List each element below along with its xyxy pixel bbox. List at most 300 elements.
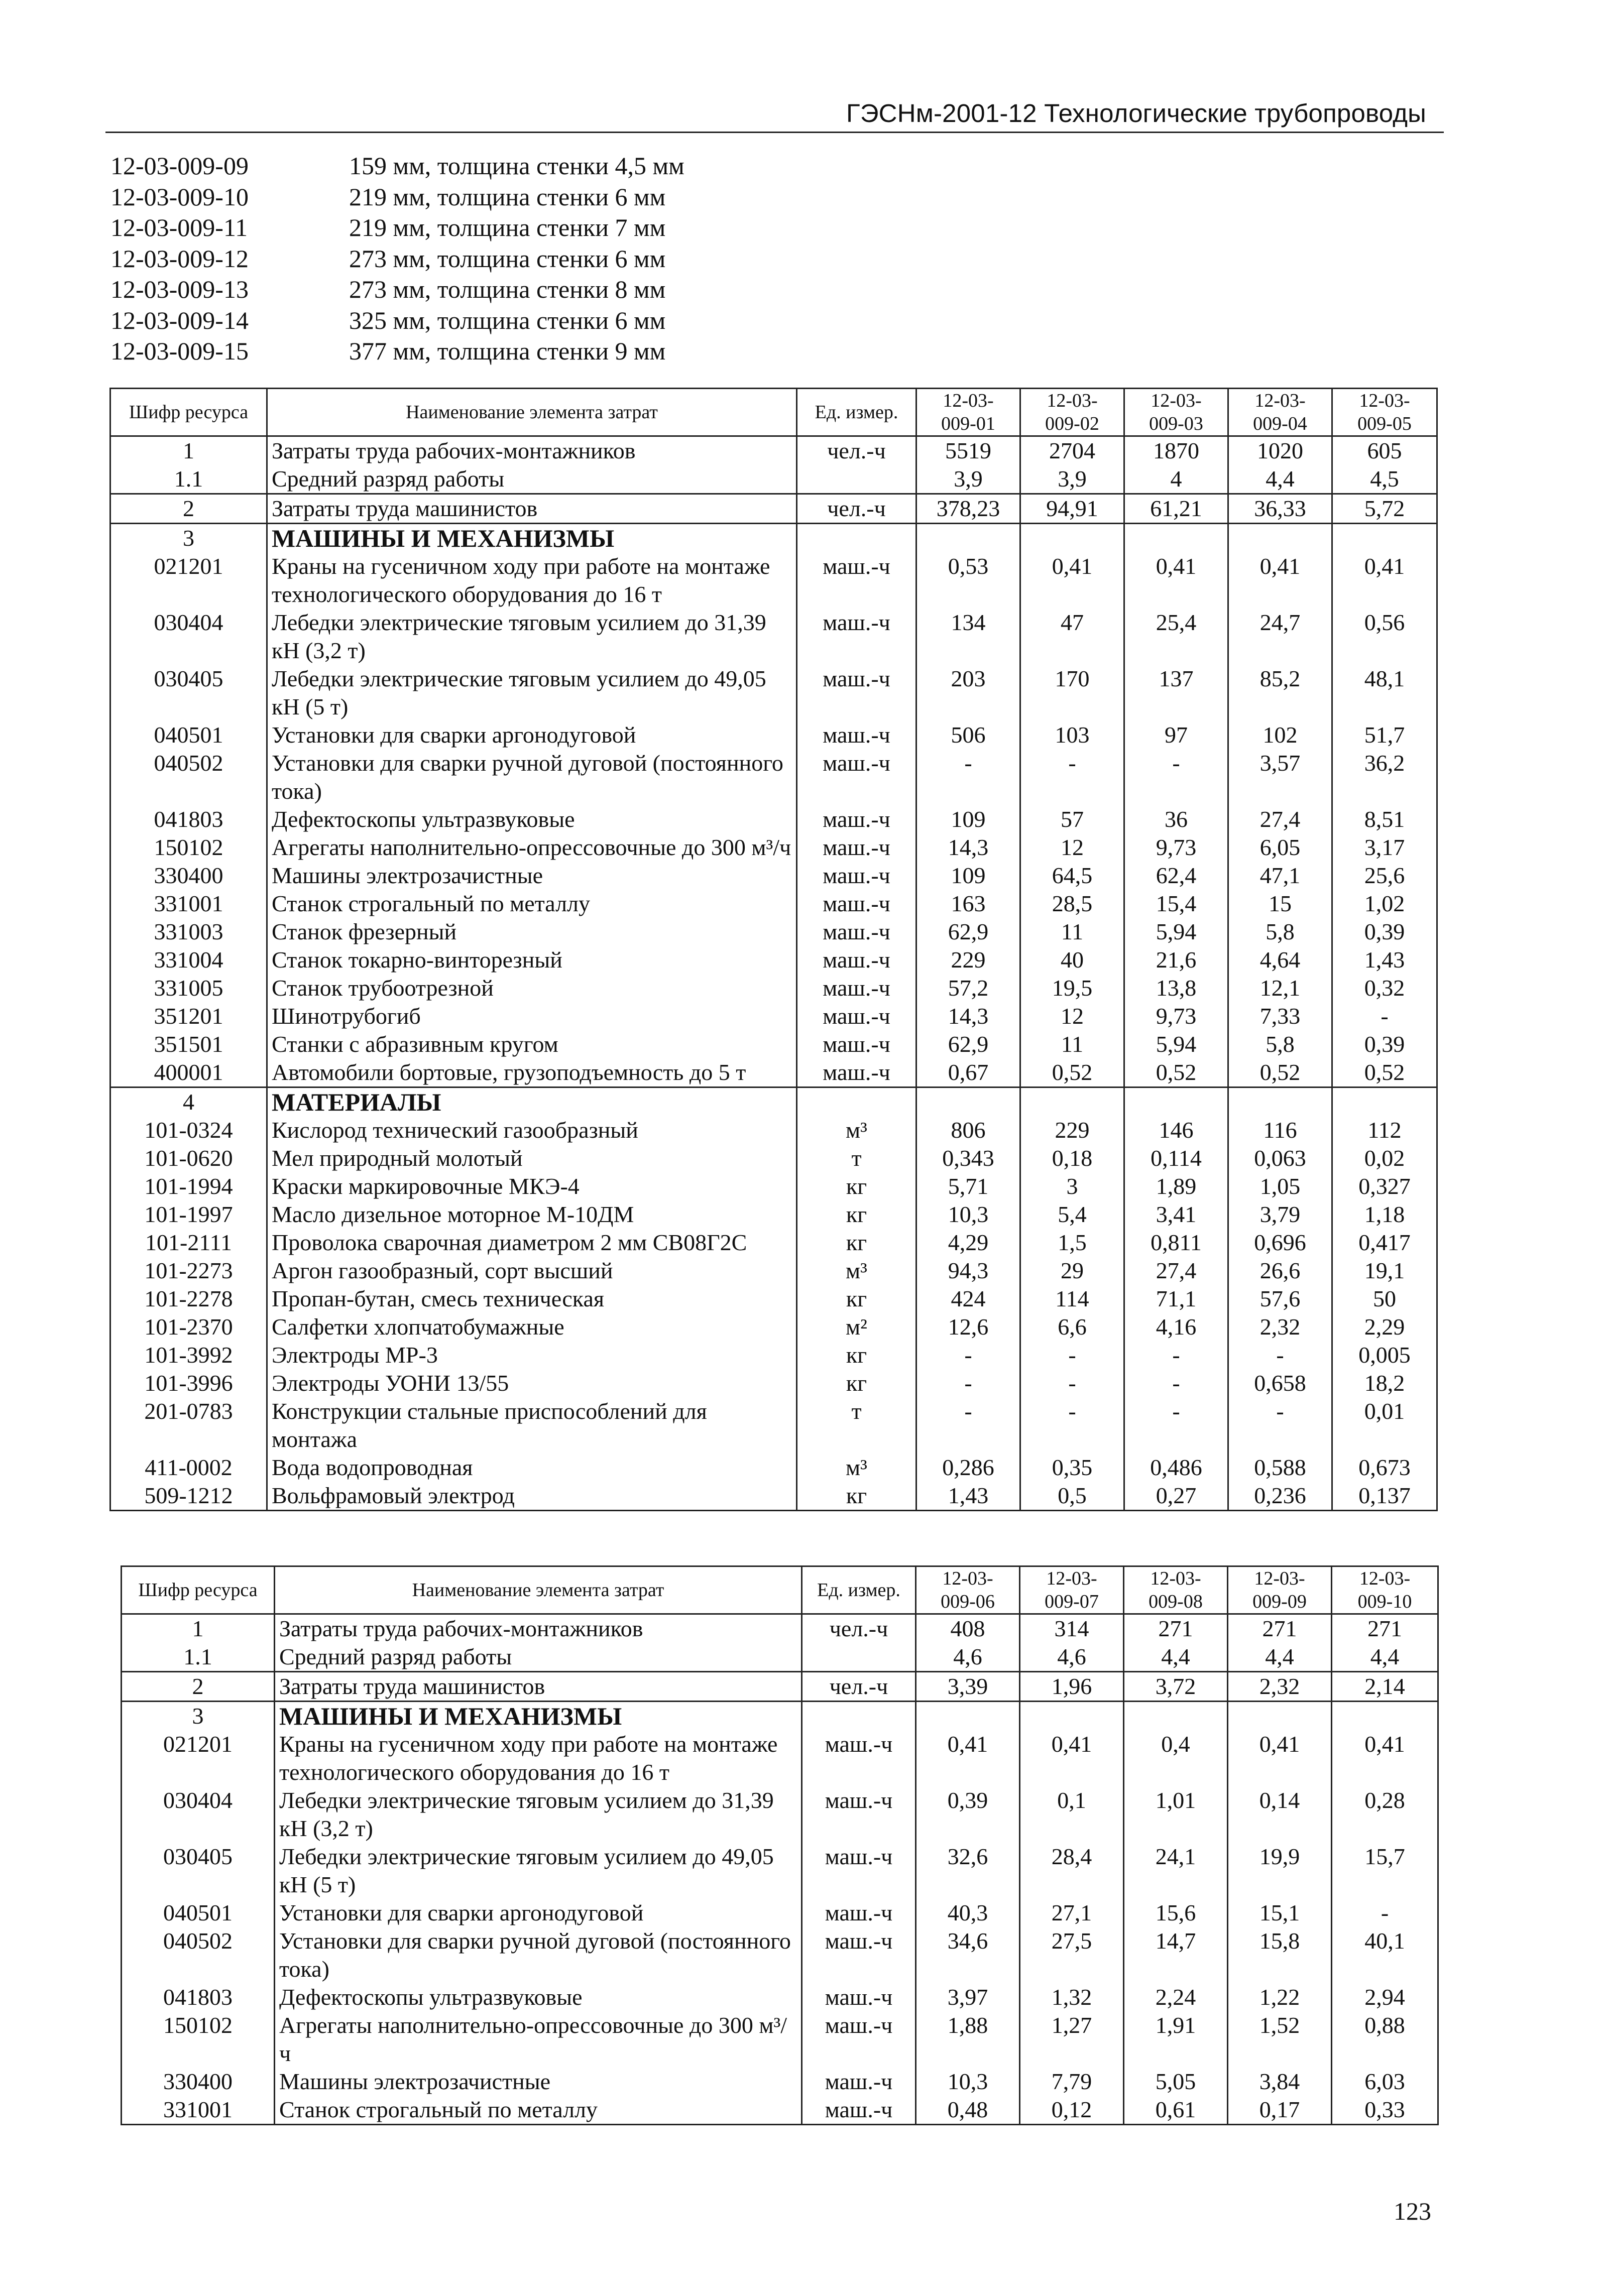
- cell-value: 0,17: [1228, 2096, 1332, 2125]
- cell-value: 0,114: [1124, 1144, 1228, 1172]
- cell-value: 19,9: [1228, 1843, 1332, 1899]
- cell-unit: [802, 1702, 916, 1731]
- section-row: [122, 1702, 1438, 1731]
- cell-value: 0,33: [1332, 2096, 1438, 2125]
- cell-value: 2,94: [1332, 1983, 1438, 2011]
- cell-resource-code: 411-0002: [110, 1454, 267, 1482]
- cell-value: -: [1124, 749, 1228, 805]
- code-list-description: 273 мм, толщина стенки 8 мм: [349, 275, 666, 303]
- cell-value: 3,97: [916, 1983, 1020, 2011]
- cell-value: 2,29: [1332, 1313, 1437, 1341]
- table-row: [110, 1482, 1437, 1511]
- cell-value: -: [1124, 1341, 1228, 1369]
- cell-resource-code: 101-2273: [110, 1257, 267, 1285]
- cell-value: 51,7: [1332, 721, 1437, 749]
- cell-unit: кг: [797, 1285, 916, 1313]
- cell-value: 5519: [916, 436, 1020, 465]
- cell-resource-code: 150102: [122, 2011, 275, 2068]
- cell-unit: маш.-ч: [797, 749, 916, 805]
- cell-cost-element: МАТЕРИАЛЫ: [267, 1087, 797, 1117]
- cell-value: 0,18: [1020, 1144, 1124, 1172]
- code-list: [110, 151, 684, 367]
- cell-value: 8,51: [1332, 805, 1437, 833]
- cell-value: 21,6: [1124, 946, 1228, 974]
- cell-value: [1228, 524, 1332, 553]
- cell-value: 94,3: [916, 1257, 1020, 1285]
- cell-value: 28,5: [1020, 890, 1124, 918]
- cell-resource-code: 1.1: [122, 1643, 275, 1672]
- table-row: [122, 1730, 1438, 1786]
- cell-value: 170: [1020, 665, 1124, 721]
- cell-value: 4,4: [1124, 1643, 1228, 1672]
- cell-resource-code: 331005: [110, 974, 267, 1002]
- table-row: [110, 1397, 1437, 1454]
- cell-value: 40: [1020, 946, 1124, 974]
- header-unit: Ед. измер.: [802, 1566, 916, 1614]
- cell-cost-element: Установки для сварки ручной дуговой (постоянного тока): [267, 749, 797, 805]
- cell-resource-code: 351201: [110, 1002, 267, 1030]
- cell-cost-element: Электроды МР-3: [267, 1341, 797, 1369]
- cell-value: 0,41: [1020, 552, 1124, 609]
- cell-value: 32,6: [916, 1843, 1020, 1899]
- cell-value: [1020, 1087, 1124, 1117]
- cell-value: 47: [1020, 609, 1124, 665]
- cell-resource-code: 040502: [110, 749, 267, 805]
- cell-cost-element: Лебедки электрические тяговым усилием до 31,39 кН (3,2 т): [267, 609, 797, 665]
- cell-value: 102: [1228, 721, 1332, 749]
- cell-value: 5,05: [1124, 2068, 1228, 2096]
- cell-value: 109: [916, 862, 1020, 890]
- cell-value: 1,5: [1020, 1229, 1124, 1257]
- cell-value: 0,41: [1332, 1730, 1438, 1786]
- table-row: [122, 1843, 1438, 1899]
- cell-value: 11: [1020, 918, 1124, 946]
- cell-value: 0,88: [1332, 2011, 1438, 2068]
- cell-value: 3,9: [1020, 465, 1124, 494]
- code-list-code: 12-03-009-09: [110, 152, 249, 180]
- cell-value: 50: [1332, 1285, 1437, 1313]
- cell-value: 0,14: [1228, 1786, 1332, 1843]
- cell-value: 11: [1020, 1030, 1124, 1058]
- code-list-item: [110, 274, 684, 305]
- cell-value: 3,9: [916, 465, 1020, 494]
- cell-resource-code: 201-0783: [110, 1397, 267, 1454]
- cell-value: 1,88: [916, 2011, 1020, 2068]
- cell-value: 48,1: [1332, 665, 1437, 721]
- code-list-description: 377 мм, толщина стенки 9 мм: [349, 337, 666, 365]
- cell-value: 0,005: [1332, 1341, 1437, 1369]
- cell-value: 3,84: [1228, 2068, 1332, 2096]
- cell-value: [1332, 1702, 1438, 1731]
- cell-value: 271: [1228, 1614, 1332, 1643]
- cell-cost-element: Станок токарно-винторезный: [267, 946, 797, 974]
- resource-table-1: [109, 388, 1438, 1511]
- cell-value: -: [916, 749, 1020, 805]
- cell-value: 506: [916, 721, 1020, 749]
- cell-value: -: [1124, 1397, 1228, 1454]
- cell-value: 0,327: [1332, 1172, 1437, 1200]
- code-list-item: [110, 305, 684, 336]
- cell-resource-code: 101-2278: [110, 1285, 267, 1313]
- cell-value: 0,67: [916, 1058, 1020, 1087]
- cell-value: 1870: [1124, 436, 1228, 465]
- cell-value: 47,1: [1228, 862, 1332, 890]
- table-row: [110, 465, 1437, 494]
- cell-value: 14,7: [1124, 1927, 1228, 1983]
- cell-value: 13,8: [1124, 974, 1228, 1002]
- table-row: [110, 1030, 1437, 1058]
- cell-value: -: [1228, 1341, 1332, 1369]
- cell-value: 0,28: [1332, 1786, 1438, 1843]
- cell-value: 6,05: [1228, 833, 1332, 862]
- cell-resource-code: 3: [110, 524, 267, 553]
- cell-value: 0,32: [1332, 974, 1437, 1002]
- cell-value: 0,61: [1124, 2096, 1228, 2125]
- cell-value: 116: [1228, 1116, 1332, 1144]
- code-list-item: [110, 212, 684, 244]
- cell-resource-code: 150102: [110, 833, 267, 862]
- cell-value: [1332, 1087, 1437, 1117]
- cell-value: 229: [1020, 1116, 1124, 1144]
- cell-value: 57,6: [1228, 1285, 1332, 1313]
- header-divider: [105, 132, 1444, 133]
- cell-value: 24,1: [1124, 1843, 1228, 1899]
- cell-value: 0,5: [1020, 1482, 1124, 1511]
- cell-value: 40,3: [916, 1899, 1020, 1927]
- table-row: [110, 609, 1437, 665]
- cell-resource-code: 101-1997: [110, 1200, 267, 1229]
- cell-resource-code: 330400: [122, 2068, 275, 2096]
- header-norm-1: 12-03- 009-01: [916, 389, 1020, 436]
- cell-value: 2,24: [1124, 1983, 1228, 2011]
- cell-resource-code: 330400: [110, 862, 267, 890]
- cell-cost-element: Краны на гусеничном ходу при работе на монтаже технологического оборудования до 16 т: [275, 1730, 802, 1786]
- cell-cost-element: Машины электрозачистные: [275, 2068, 802, 2096]
- cell-value: -: [1020, 1341, 1124, 1369]
- cell-value: 1,43: [916, 1482, 1020, 1511]
- cell-value: 12,1: [1228, 974, 1332, 1002]
- cell-cost-element: Установки для сварки аргонодуговой: [275, 1899, 802, 1927]
- cell-resource-code: 040501: [110, 721, 267, 749]
- cell-unit: м³: [797, 1116, 916, 1144]
- cell-unit: [797, 1087, 916, 1117]
- cell-value: [1332, 524, 1437, 553]
- cell-cost-element: Пропан-бутан, смесь техническая: [267, 1285, 797, 1313]
- header-norm-4: 12-03- 009-04: [1228, 389, 1332, 436]
- cell-value: 0,52: [1020, 1058, 1124, 1087]
- cell-value: 408: [916, 1614, 1020, 1643]
- cell-cost-element: Лебедки электрические тяговым усилием до 49,05 кН (5 т): [267, 665, 797, 721]
- cell-value: 0,658: [1228, 1369, 1332, 1397]
- cell-cost-element: Средний разряд работы: [275, 1643, 802, 1672]
- cell-value: 5,4: [1020, 1200, 1124, 1229]
- cell-unit: маш.-ч: [802, 1730, 916, 1786]
- table-row: [110, 1454, 1437, 1482]
- cell-value: 27,1: [1020, 1899, 1124, 1927]
- cell-cost-element: Конструкции стальные приспособлений для монтажа: [267, 1397, 797, 1454]
- cell-value: 109: [916, 805, 1020, 833]
- cell-value: 15,8: [1228, 1927, 1332, 1983]
- cell-value: 0,236: [1228, 1482, 1332, 1511]
- cell-value: [1124, 1087, 1228, 1117]
- cell-resource-code: 1: [122, 1614, 275, 1643]
- code-list-description: 219 мм, толщина стенки 7 мм: [349, 213, 666, 241]
- cell-resource-code: 3: [122, 1702, 275, 1731]
- cell-value: [1228, 1087, 1332, 1117]
- header-norm-1: 12-03- 009-06: [916, 1566, 1020, 1614]
- cell-value: 19,1: [1332, 1257, 1437, 1285]
- cell-value: 378,23: [916, 494, 1020, 524]
- cell-unit: маш.-ч: [797, 890, 916, 918]
- cell-cost-element: Лебедки электрические тяговым усилием до 31,39 кН (3,2 т): [275, 1786, 802, 1843]
- cell-cost-element: Станок строгальный по металлу: [267, 890, 797, 918]
- cell-value: 10,3: [916, 2068, 1020, 2096]
- cell-cost-element: Станок трубоотрезной: [267, 974, 797, 1002]
- header-resource-code: Шифр ресурса: [110, 389, 267, 436]
- cell-value: 0,48: [916, 2096, 1020, 2125]
- cell-value: -: [916, 1397, 1020, 1454]
- cell-cost-element: Мел природный молотый: [267, 1144, 797, 1172]
- cell-unit: маш.-ч: [802, 1983, 916, 2011]
- cell-value: 36,2: [1332, 749, 1437, 805]
- cell-cost-element: Краны на гусеничном ходу при работе на монтаже технологического оборудования до 16 т: [267, 552, 797, 609]
- cell-value: 4,4: [1332, 1643, 1438, 1672]
- cell-cost-element: Салфетки хлопчатобумажные: [267, 1313, 797, 1341]
- cell-unit: чел.-ч: [802, 1672, 916, 1702]
- cell-value: 0,52: [1332, 1058, 1437, 1087]
- cell-value: 5,8: [1228, 1030, 1332, 1058]
- cell-unit: чел.-ч: [797, 494, 916, 524]
- cell-value: -: [1020, 1369, 1124, 1397]
- cell-value: 0,286: [916, 1454, 1020, 1482]
- cell-value: -: [916, 1369, 1020, 1397]
- cell-unit: маш.-ч: [802, 1843, 916, 1899]
- cell-cost-element: Масло дизельное моторное М-10ДМ: [267, 1200, 797, 1229]
- cell-value: -: [1020, 1397, 1124, 1454]
- cell-unit: маш.-ч: [797, 805, 916, 833]
- cell-cost-element: МАШИНЫ И МЕХАНИЗМЫ: [275, 1702, 802, 1731]
- table-row: [110, 833, 1437, 862]
- cell-cost-element: Агрегаты наполнительно-опрессовочные до 300 м³/ч: [275, 2011, 802, 2068]
- header-cost-element: Наименование элемента затрат: [267, 389, 797, 436]
- cell-value: 1,18: [1332, 1200, 1437, 1229]
- code-list-item: [110, 244, 684, 275]
- cell-cost-element: Агрегаты наполнительно-опрессовочные до 300 м³/ч: [267, 833, 797, 862]
- cell-value: -: [916, 1341, 1020, 1369]
- cell-value: 0,811: [1124, 1229, 1228, 1257]
- cell-value: 0,673: [1332, 1454, 1437, 1482]
- cell-resource-code: 509-1212: [110, 1482, 267, 1511]
- cell-cost-element: Установки для сварки ручной дуговой (постоянного тока): [275, 1927, 802, 1983]
- table-row: [122, 1983, 1438, 2011]
- cell-value: 1,01: [1124, 1786, 1228, 1843]
- table-row: [110, 974, 1437, 1002]
- header-norm-2: 12-03- 009-07: [1020, 1566, 1124, 1614]
- cell-cost-element: Станок строгальный по металлу: [275, 2096, 802, 2125]
- cell-resource-code: 030405: [110, 665, 267, 721]
- cell-value: 4,64: [1228, 946, 1332, 974]
- cell-value: 0,53: [916, 552, 1020, 609]
- cell-value: 5,72: [1332, 494, 1437, 524]
- cell-value: 15,1: [1228, 1899, 1332, 1927]
- cell-value: 18,2: [1332, 1369, 1437, 1397]
- cell-value: 1,91: [1124, 2011, 1228, 2068]
- cell-cost-element: Электроды УОНИ 13/55: [267, 1369, 797, 1397]
- cell-value: 57: [1020, 805, 1124, 833]
- cell-cost-element: Краски маркировочные МКЭ-4: [267, 1172, 797, 1200]
- cell-resource-code: 101-2111: [110, 1229, 267, 1257]
- cell-value: 3,57: [1228, 749, 1332, 805]
- cell-cost-element: Кислород технический газообразный: [267, 1116, 797, 1144]
- cell-resource-code: 101-0620: [110, 1144, 267, 1172]
- code-list-item: [110, 182, 684, 213]
- cell-unit: м³: [797, 1454, 916, 1482]
- cell-value: 0,41: [916, 1730, 1020, 1786]
- cell-resource-code: 331001: [122, 2096, 275, 2125]
- cell-value: 0,41: [1124, 552, 1228, 609]
- cell-unit: [797, 524, 916, 553]
- table-row: [122, 1614, 1438, 1643]
- cell-value: 0,01: [1332, 1397, 1437, 1454]
- cell-value: -: [1228, 1397, 1332, 1454]
- cell-resource-code: 4: [110, 1087, 267, 1117]
- cell-resource-code: 030404: [110, 609, 267, 665]
- cell-value: 0,41: [1332, 552, 1437, 609]
- cell-resource-code: 021201: [110, 552, 267, 609]
- cell-unit: чел.-ч: [802, 1614, 916, 1643]
- cell-value: 25,6: [1332, 862, 1437, 890]
- header-unit: Ед. измер.: [797, 389, 916, 436]
- cell-value: [1124, 524, 1228, 553]
- cell-value: [916, 524, 1020, 553]
- cell-value: 4: [1124, 465, 1228, 494]
- cell-value: 12: [1020, 833, 1124, 862]
- cell-value: 5,8: [1228, 918, 1332, 946]
- cell-unit: маш.-ч: [802, 1927, 916, 1983]
- cell-value: 0,343: [916, 1144, 1020, 1172]
- cell-unit: маш.-ч: [797, 1058, 916, 1087]
- cell-unit: кг: [797, 1200, 916, 1229]
- code-list-code: 12-03-009-10: [110, 182, 249, 211]
- cell-cost-element: Аргон газообразный, сорт высший: [267, 1257, 797, 1285]
- cell-value: 14,3: [916, 833, 1020, 862]
- cell-value: 12: [1020, 1002, 1124, 1030]
- page-header-title: ГЭСНм-2001-12 Технологические трубопроводы: [846, 99, 1427, 128]
- section-row: [110, 524, 1437, 553]
- cell-value: [916, 1087, 1020, 1117]
- cell-value: 0,1: [1020, 1786, 1124, 1843]
- cell-value: 19,5: [1020, 974, 1124, 1002]
- code-list-code: 12-03-009-11: [110, 213, 248, 241]
- cell-value: 5,94: [1124, 1030, 1228, 1058]
- cell-value: 1020: [1228, 436, 1332, 465]
- cell-cost-element: Станки с абразивным кругом: [267, 1030, 797, 1058]
- cell-value: 15,4: [1124, 890, 1228, 918]
- cell-value: 6,6: [1020, 1313, 1124, 1341]
- cell-value: [1020, 1702, 1124, 1731]
- cell-unit: маш.-ч: [797, 1002, 916, 1030]
- cell-cost-element: Автомобили бортовые, грузоподъемность до 5 т: [267, 1058, 797, 1087]
- table-row: [122, 1927, 1438, 1983]
- table-row: [122, 2096, 1438, 2125]
- code-list-code: 12-03-009-14: [110, 306, 249, 334]
- header-norm-5: 12-03- 009-05: [1332, 389, 1437, 436]
- cell-cost-element: Дефектоскопы ультразвуковые: [275, 1983, 802, 2011]
- cell-resource-code: 101-2370: [110, 1313, 267, 1341]
- cell-value: 7,79: [1020, 2068, 1124, 2096]
- cell-value: 36,33: [1228, 494, 1332, 524]
- cell-value: 29: [1020, 1257, 1124, 1285]
- table-row: [110, 552, 1437, 609]
- cell-resource-code: 040501: [122, 1899, 275, 1927]
- cell-value: -: [1020, 749, 1124, 805]
- cell-value: 1,43: [1332, 946, 1437, 974]
- page-number: 123: [1394, 2197, 1431, 2225]
- table-row: [110, 805, 1437, 833]
- cell-value: 15,6: [1124, 1899, 1228, 1927]
- table-row: [110, 1058, 1437, 1087]
- table-row: [122, 1643, 1438, 1672]
- cell-value: 0,35: [1020, 1454, 1124, 1482]
- table-row: [110, 1002, 1437, 1030]
- cell-value: 1,89: [1124, 1172, 1228, 1200]
- cell-value: 0,41: [1228, 552, 1332, 609]
- cell-value: 7,33: [1228, 1002, 1332, 1030]
- cell-value: 1,02: [1332, 890, 1437, 918]
- header-norm-2: 12-03- 009-02: [1020, 389, 1124, 436]
- cell-unit: маш.-ч: [802, 2068, 916, 2096]
- cell-value: 15: [1228, 890, 1332, 918]
- cell-unit: т: [797, 1397, 916, 1454]
- cell-value: 15,7: [1332, 1843, 1438, 1899]
- code-list-item: [110, 336, 684, 367]
- cell-value: 0,696: [1228, 1229, 1332, 1257]
- cell-value: 112: [1332, 1116, 1437, 1144]
- cell-value: [916, 1702, 1020, 1731]
- cell-unit: маш.-ч: [797, 721, 916, 749]
- header-cost-element: Наименование элемента затрат: [275, 1566, 802, 1614]
- cell-value: 57,2: [916, 974, 1020, 1002]
- cell-unit: маш.-ч: [797, 918, 916, 946]
- cell-unit: [797, 465, 916, 494]
- header-resource-code: Шифр ресурса: [122, 1566, 275, 1614]
- cell-value: 137: [1124, 665, 1228, 721]
- cell-value: 0,02: [1332, 1144, 1437, 1172]
- cell-value: 103: [1020, 721, 1124, 749]
- cell-value: 4,4: [1228, 465, 1332, 494]
- cell-value: 6,03: [1332, 2068, 1438, 2096]
- cell-value: 3,41: [1124, 1200, 1228, 1229]
- table-row: [110, 436, 1437, 465]
- cell-cost-element: Установки для сварки аргонодуговой: [267, 721, 797, 749]
- cell-unit: м²: [797, 1313, 916, 1341]
- cell-resource-code: 331004: [110, 946, 267, 974]
- table-row: [110, 1200, 1437, 1229]
- cell-value: 163: [916, 890, 1020, 918]
- cell-value: 2,32: [1228, 1313, 1332, 1341]
- table-row: [122, 1786, 1438, 1843]
- cell-value: 24,7: [1228, 609, 1332, 665]
- cell-value: 203: [916, 665, 1020, 721]
- cell-resource-code: 041803: [122, 1983, 275, 2011]
- cell-unit: [802, 1643, 916, 1672]
- cell-value: 0,41: [1228, 1730, 1332, 1786]
- cell-unit: кг: [797, 1172, 916, 1200]
- cell-value: 4,16: [1124, 1313, 1228, 1341]
- cell-value: 27,4: [1124, 1257, 1228, 1285]
- cell-value: 62,9: [916, 1030, 1020, 1058]
- cell-resource-code: 101-1994: [110, 1172, 267, 1200]
